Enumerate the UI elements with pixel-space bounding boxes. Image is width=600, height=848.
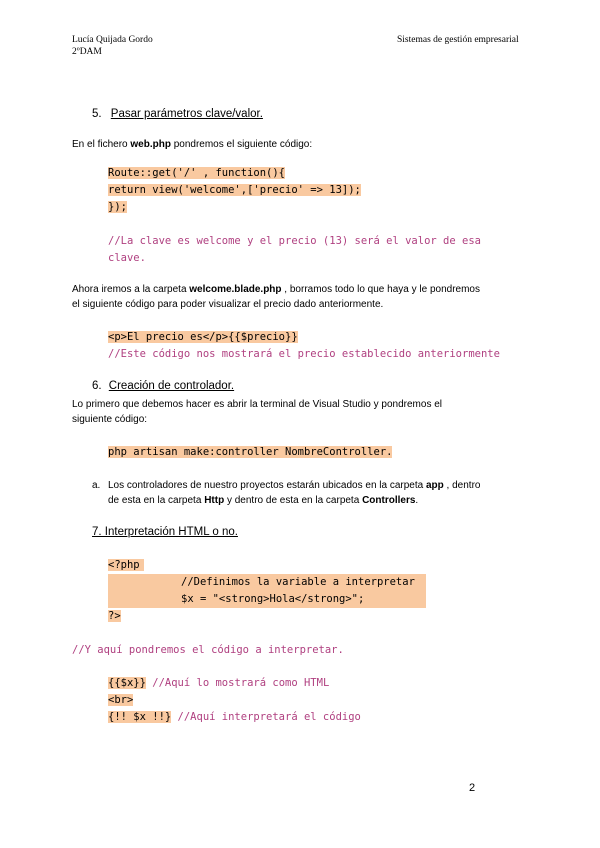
code-block-route [108,165,361,216]
code-line: <?php [108,559,144,571]
item-text: y dentro de esta en la carpeta [224,495,363,506]
code-line: {!! $x !!} [108,711,172,723]
section6-paragraph [72,397,442,427]
command-line: php artisan make:controller NombreController. [108,446,393,458]
section6-number: 6. [92,380,102,392]
section5-heading [92,108,263,120]
section6-title: Creación de controlador. [108,380,235,392]
section5-title: Pasar parámetros clave/valor. [110,108,263,120]
code-block-artisan [108,444,392,461]
code-block-php [108,557,426,625]
item-folder-app: app [425,480,444,491]
page-number: 2 [469,782,476,794]
code-block-blade [108,675,361,726]
code-comment-key [108,233,481,267]
para-filename: welcome.blade.php [189,284,282,295]
para-line1: Lo primero que debemos hacer es abrir la terminal de Visual Studio y pondremos el [72,399,443,410]
code-block-precio [108,329,500,363]
comment-line: //Este código nos mostrará el precio establecido anteriormente [108,348,500,360]
code-comment-interpret: //Y aquí pondremos el código a interpretar. [72,644,344,656]
section7-heading: 7. Interpretación HTML o no. [92,526,238,538]
section5-number: 5. [92,108,102,120]
comment-line: //La clave es welcome y el precio (13) será el valor de esa [108,235,481,247]
item-text: de esta en la carpeta [108,495,205,506]
section6-heading [92,380,234,392]
comment-line: clave. [108,252,146,264]
para-text-end: , borramos todo lo que haya y le pondremos [281,284,480,295]
list-item-a-marker: a. [92,480,101,491]
section5-paragraph2 [72,282,480,312]
code-line: <p>El precio es</p>{{$precio}} [108,331,298,343]
intro-text: En el fichero [72,139,131,150]
code-line: {{$x}} [108,677,146,689]
list-item-a [108,478,480,508]
intro-filename: web.php [130,139,171,150]
item-text: Los controladores de nuestro proyectos estarán ubicados en la carpeta [108,480,426,491]
header-course: 2ºDAM [72,47,102,57]
code-line: return view('welcome',['precio' => 13]); [108,184,361,196]
code-line: }); [108,201,127,213]
item-text: , dentro [443,480,481,491]
para-line2: siguiente código: [72,414,148,425]
code-line: //Definimos la variable a interpretar [108,574,426,591]
code-line: <br> [108,694,134,706]
para-line2: el siguiente código para poder visualizar el precio dado anteriormente. [72,299,384,310]
header-author: Lucía Quijada Gordo [72,35,153,45]
section5-intro [72,137,312,152]
code-line: Route::get('/' , function(){ [108,167,286,179]
comment-line: //Aquí interpretará el código [171,711,361,723]
item-text: . [415,495,419,506]
para-text: Ahora iremos a la carpeta [72,284,190,295]
code-line: $x = "<strong>Hola</strong>"; [108,591,426,608]
intro-text-end: pondremos el siguiente código: [170,139,313,150]
item-folder-controllers: Controllers [362,495,416,506]
item-folder-http: Http [204,495,225,506]
code-line: ?> [108,610,121,622]
header-subject: Sistemas de gestión empresarial [397,35,519,45]
comment-line: //Aquí lo mostrará como HTML [145,677,330,689]
